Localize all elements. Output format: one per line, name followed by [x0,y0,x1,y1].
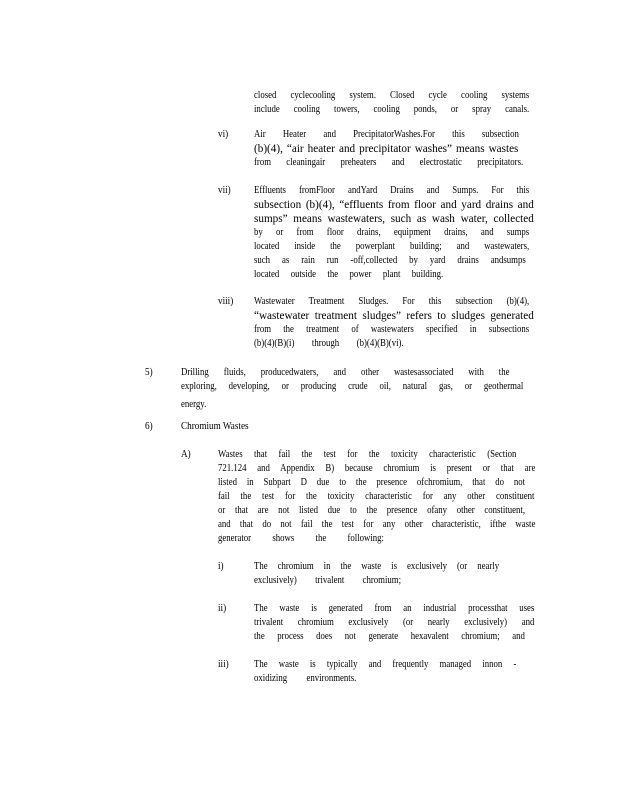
text-line: located outside the power plant building. [254,269,444,280]
text-line: trivalent chromium exclusively (or nearly exclusively) and [254,617,535,628]
text-line: The waste is generated from an industrial processthat uses [254,603,535,614]
text-line: The waste is typically and frequently managed innon - [254,659,517,670]
text-line: and that do not fail the test for any other characteristic, ifthe waste [218,519,536,530]
text-line: listed in Subpart D due to the presence ofchromium, that do not [218,477,526,488]
item-label-A-ii: ii) [218,603,227,614]
text-line: “wastewater treatment sludges” refers to sludges generated [254,309,534,322]
item-label-viii: viii) [218,296,234,307]
item-label-A: A) [181,449,191,460]
text-line: Air Heater and PrecipitatorWashes.For this subsection [254,129,519,140]
item-A-ii-text [254,602,534,644]
text-line: Wastes that fail the test for the toxicity characteristic (Section [218,449,517,460]
text-line: (b)(4)(B)(i) through (b)(4)(B)(vi). [254,338,404,349]
text-line: The chromium in the waste is exclusively (or nearly [254,561,500,572]
item-A-iii-text [254,658,516,686]
item-label-A-i: i) [218,561,224,572]
text-line: Effluents fromFloor andYard Drains and Sumps. For this [254,185,530,196]
item-label-vii: vii) [218,185,231,196]
section-heading-chromium-wastes: Chromium Wastes [181,421,249,432]
text-line: energy. [181,399,207,410]
text-line: generator shows the following: [218,533,384,544]
item-A-text [218,448,535,546]
text-line: oxidizing environments. [254,673,357,684]
text-line: by or from floor drains, equipment drains, and sumps [254,227,530,238]
item-5-text [181,366,524,412]
item-label-A-iii: iii) [218,659,229,670]
text-line: exploring, developing, or producing crude oil, natural gas, or geothermal [181,381,524,392]
text-line: (b)(4), “air heater and precipitator washes” means wastes [254,142,519,155]
text-line: from the treatment of wastewaters specified in subsections [254,324,530,335]
item-label-5: 5) [145,367,153,378]
text-line: exclusively) trivalent chromium; [254,575,402,586]
text-line: or that are not listed due to the presence ofany other constituent, [218,505,526,516]
text-line: located inside the powerplant building; and wastewaters, [254,241,530,252]
text-line: include cooling towers, cooling ponds, or spray canals. [254,104,530,115]
item-label-6: 6) [145,421,153,432]
item-vi-text [254,128,524,170]
text-line: fail the test for the toxicity characteristic for any other constituent [218,491,535,502]
text-line: subsection (b)(4), “effluents from floor and yard drains and [254,198,534,211]
text-line: Wastewater Treatment Sludges. For this subsection (b)(4), [254,296,530,307]
item-vii-text [254,184,537,282]
text-line: closed cyclecooling system. Closed cycle cooling systems [254,90,530,101]
text-line: sumps” means wastewaters, such as wash water, collected [254,212,534,225]
text-line: 721.124 and Appendix B) because chromium is present or that are [218,463,536,474]
item-label-vi: vi) [218,129,229,140]
text-line: such as rain run -off,collected by yard drains andsumps [254,255,526,266]
item-A-i-text [254,560,499,588]
text-line: the process does not generate hexavalent chromium; and [254,631,525,642]
text-line: from cleaningair preheaters and electrostatic precipitators. [254,157,524,168]
text-line: Drilling fluids, producedwaters, and other wastesassociated with the [181,367,510,378]
paragraph-continuation [254,89,530,117]
item-viii-text [254,295,537,351]
